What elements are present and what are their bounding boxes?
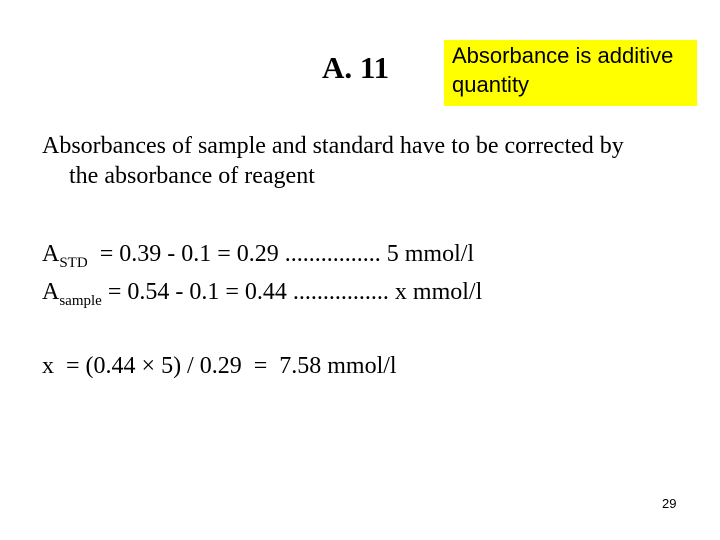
correction-paragraph: [42, 131, 702, 191]
equation-standard: [42, 239, 474, 269]
page-number: 29: [662, 496, 677, 511]
equation-standard-subscript: STD: [59, 255, 88, 271]
callout-box: [444, 40, 697, 106]
equation-sample-symbol: A: [42, 279, 60, 305]
callout-line-1: Absorbance is additive: [452, 43, 674, 68]
slide-title: A. 11: [322, 50, 390, 85]
paragraph-line-1: Absorbances of sample and standard have to be corrected by: [42, 133, 624, 159]
equation-standard-text: = 0.39 - 0.1 = 0.29 ................ 5 mmol/l: [87, 241, 475, 267]
equation-sample: [42, 277, 482, 307]
equation-result: x = (0.44 × 5) / 0.29 = 7.58 mmol/l: [42, 353, 397, 379]
paragraph-line-2: the absorbance of reagent: [69, 163, 315, 189]
callout-line-2: quantity: [452, 72, 530, 97]
equation-sample-text: = 0.54 - 0.1 = 0.44 ................ x mmol/l: [101, 279, 483, 305]
equation-standard-symbol: A: [42, 241, 60, 267]
equation-sample-subscript: sample: [59, 293, 102, 309]
